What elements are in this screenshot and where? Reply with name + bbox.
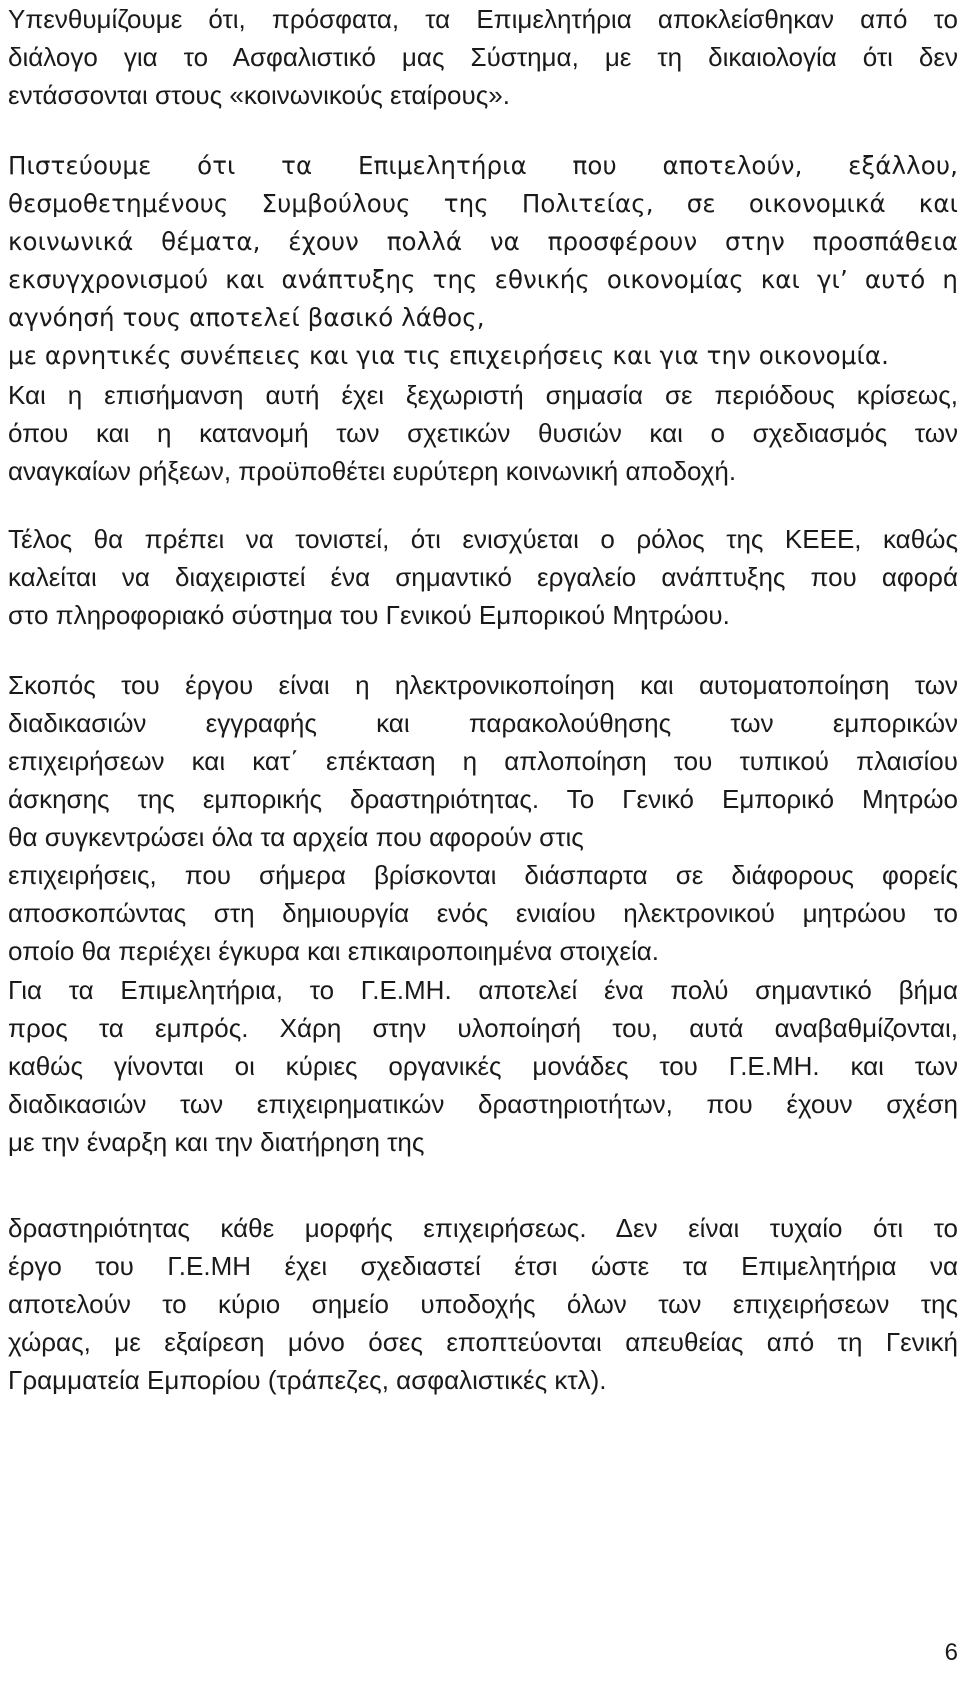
text-line: στο πληροφοριακό σύστημα του Γενικού Εμπορικού Μητρώου. xyxy=(8,600,730,630)
text-line: Υπενθυμίζουμε ότι, πρόσφατα, τα Επιμελητήρια αποκλείσθηκαν από το xyxy=(8,4,958,34)
text-line: κοινωνικά θέματα, έχουν πολλά να προσφέρουν στην προσπάθεια xyxy=(8,227,958,256)
text-line: Τέλος θα πρέπει να τονιστεί, ότι ενισχύεται ο ρόλος της ΚΕΕΕ, καθώς xyxy=(8,524,958,554)
text-line: διαδικασιών των επιχειρηματικών δραστηριοτήτων, που έχουν σχέση xyxy=(8,1089,958,1119)
text-line: καλείται να διαχειριστεί ένα σημαντικό εργαλείο ανάπτυξης που αφορά xyxy=(8,562,958,592)
text-line: όπου και η κατανομή των σχετικών θυσιών και ο σχεδιασμός των xyxy=(8,418,958,448)
text-line: έργο του Γ.Ε.ΜΗ έχει σχεδιαστεί έτσι ώστε τα Επιμελητήρια να xyxy=(8,1251,958,1281)
text-line: εκσυγχρονισμού και ανάπτυξης της εθνικής οικονομίας και γι’ αυτό η xyxy=(8,265,958,294)
text-line: Γραμματεία Εμπορίου (τράπεζες, ασφαλιστικές κτλ). xyxy=(8,1365,607,1395)
text-line: προς τα εμπρός. Χάρη στην υλοποίησή του, αυτά αναβαθμίζονται, xyxy=(8,1013,958,1043)
text-line: χώρας, με εξαίρεση μόνο όσες εποπτεύονται απευθείας από τη Γενική xyxy=(8,1327,958,1357)
text-line: Πιστεύουμε ότι τα Επιμελητήρια που αποτελούν, εξάλλου, xyxy=(8,151,958,180)
text-line: επιχειρήσεις, που σήμερα βρίσκονται διάσπαρτα σε διάφορους φορείς xyxy=(8,860,958,890)
text-line: αποσκοπώντας στη δημιουργία ενός ενιαίου ηλεκτρονικού μητρώου το xyxy=(8,898,958,928)
text-line: αναγκαίων ρήξεων, προϋποθέτει ευρύτερη κοινωνική αποδοχή. xyxy=(8,456,737,486)
text-line: αποτελούν το κύριο σημείο υποδοχής όλων των επιχειρήσεων της xyxy=(8,1289,958,1319)
text-line: διαδικασιών εγγραφής και παρακολούθησης των εμπορικών xyxy=(8,708,958,738)
text-line: Σκοπός του έργου είναι η ηλεκτρονικοποίηση και αυτοματοποίηση των xyxy=(8,670,958,700)
text-line: θεσμοθετημένους Συμβούλους της Πολιτείας, σε οικονομικά και xyxy=(8,189,958,218)
text-line: καθώς γίνονται οι κύριες οργανικές μονάδες του Γ.Ε.ΜΗ. και των xyxy=(8,1051,958,1081)
text-line: άσκησης της εμπορικής δραστηριότητας. Το Γενικό Εμπορικό Μητρώο xyxy=(8,784,958,814)
text-line: αγνόησή τους αποτελεί βασικό λάθος, xyxy=(8,303,485,332)
text-line: με αρνητικές συνέπειες και για τις επιχειρήσεις και για την οικονομία. xyxy=(8,341,889,370)
text-line: Και η επισήμανση αυτή έχει ξεχωριστή σημασία σε περιόδους κρίσεως, xyxy=(8,380,958,410)
text-line: Για τα Επιμελητήρια, το Γ.Ε.ΜΗ. αποτελεί ένα πολύ σημαντικό βήμα xyxy=(8,975,958,1005)
text-line: επιχειρήσεων και κατ΄ επέκταση η απλοποίηση του τυπικού πλαισίου xyxy=(8,746,958,776)
text-line: εντάσσονται στους «κοινωνικούς εταίρους». xyxy=(8,80,510,110)
text-line: οποίο θα περιέχει έγκυρα και επικαιροποιημένα στοιχεία. xyxy=(8,936,660,966)
text-line: με την έναρξη και την διατήρηση της xyxy=(8,1127,425,1157)
text-line: διάλογο για το Ασφαλιστικό μας Σύστημα, με τη δικαιολογία ότι δεν xyxy=(8,42,958,72)
text-line: θα συγκεντρώσει όλα τα αρχεία που αφορούν στις xyxy=(8,822,584,852)
page-number: 6 xyxy=(944,1639,958,1666)
text-line: δραστηριότητας κάθε μορφής επιχειρήσεως. Δεν είναι τυχαίο ότι το xyxy=(8,1213,958,1243)
